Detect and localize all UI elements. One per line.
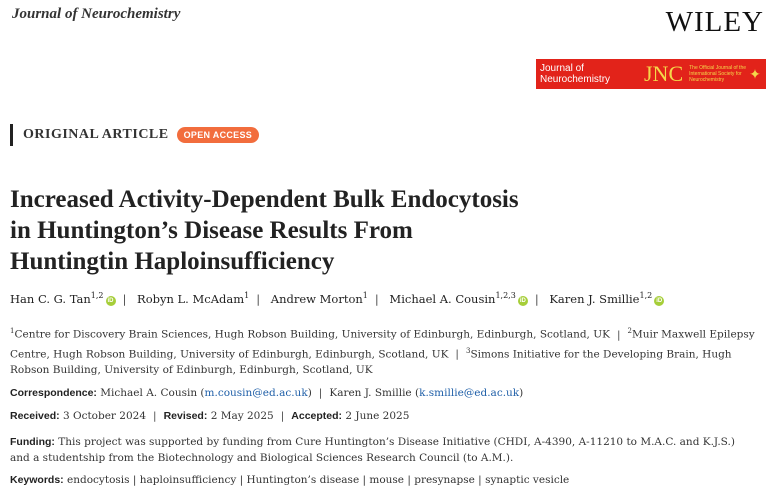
orcid-icon[interactable]: iD	[656, 297, 663, 304]
author-list	[10, 291, 664, 306]
funding-text: This project was supported by funding from Cure Huntington’s Disease Initiative (CHDI, A-4390, A-11210 to M.A.C. and K.J.S.) and a studentship from the Biotechnology and Biological Sciences Research Council (to A.M.).	[10, 436, 735, 464]
funding-label: Funding:	[10, 436, 55, 448]
orcid-icon[interactable]: iD	[107, 297, 114, 304]
publisher-logo: WILEY	[665, 6, 764, 38]
separator: |	[374, 291, 379, 306]
author-name[interactable]: Karen J. Smillie	[549, 291, 640, 306]
open-access-badge: OPEN ACCESS	[177, 127, 259, 143]
affil-num: 3	[465, 346, 471, 355]
affil-num: 2	[627, 327, 632, 335]
correspondence-label: Correspondence:	[10, 387, 97, 399]
keywords-label: Keywords:	[10, 474, 64, 486]
journal-title: Journal of Neurochemistry	[12, 6, 181, 22]
title-line: in Huntington’s Disease Results From	[10, 217, 413, 244]
title-line: Huntingtin Haploinsufficiency	[10, 248, 335, 275]
keywords-text: endocytosis | haploinsufficiency | Huntington’s disease | mouse | presynapse | synaptic vesicle	[67, 474, 570, 486]
corresponding-author: Michael A. Cousin	[100, 387, 198, 399]
revised-label: Revised:	[163, 410, 208, 422]
title-line: Increased Activity-Dependent Bulk Endocytosis	[10, 186, 519, 213]
correspondence: Correspondence: Michael A. Cousin (m.cousin@ed.ac.uk) | Karen J. Smillie (k.smillie@ed.ac.uk)	[10, 387, 524, 399]
journal-banner[interactable]	[536, 59, 766, 89]
article-type-bar	[10, 124, 259, 146]
separator: |	[318, 387, 323, 399]
author-name[interactable]: Han C. G. Tan	[10, 291, 91, 306]
banner-abbr: JNC	[644, 61, 684, 86]
author-affil-sup: 1,2,3	[495, 291, 516, 300]
article-dates	[10, 410, 409, 422]
star-icon: ✦	[749, 65, 761, 82]
corresponding-author: Karen J. Smillie	[329, 387, 412, 399]
banner-journal-name: Journal of Neurochemistry	[540, 63, 611, 85]
accepted-date: 2 June 2025	[345, 410, 410, 422]
orcid-icon[interactable]: iD	[519, 297, 526, 304]
separator: |	[256, 291, 261, 306]
author-affil-sup: 1	[244, 291, 250, 300]
article-title	[10, 184, 650, 277]
affiliation: Centre for Discovery Brain Sciences, Hugh Robson Building, University of Edinburgh, Edinburgh, Scotland, UK	[14, 328, 610, 341]
banner-subtitle: The Official Journal of the International Society for Neurochemistry	[689, 65, 747, 83]
affiliations	[10, 323, 755, 378]
received-date: 3 October 2024	[62, 410, 147, 422]
received-label: Received:	[10, 410, 60, 422]
author-name[interactable]: Andrew Morton	[270, 291, 363, 306]
separator: |	[616, 328, 621, 341]
funding	[10, 434, 750, 466]
affiliation: Simons Initiative for the Developing Brain, Hugh Robson Building, University of Edinburgh, Edinburgh, Scotland, UK	[10, 348, 732, 376]
separator: |	[455, 348, 459, 360]
accepted-label: Accepted:	[291, 410, 343, 422]
author-affil-sup: 1,2	[639, 291, 653, 300]
keywords	[10, 474, 569, 486]
separator: |	[280, 410, 285, 422]
author-affil-sup: 1	[362, 291, 368, 300]
author-affil-sup: 1,2	[90, 291, 104, 300]
separator: |	[122, 291, 127, 306]
revised-date: 2 May 2025	[210, 410, 274, 422]
separator: |	[153, 410, 157, 422]
email-link[interactable]: k.smillie@ed.ac.uk	[419, 387, 520, 399]
affiliation: Muir Maxwell Epilepsy Centre, Hugh Robson Building, University of Edinburgh, Edinburgh, Scotland, UK	[10, 328, 755, 360]
author-name[interactable]: Robyn L. McAdam	[137, 291, 245, 306]
separator: |	[534, 291, 539, 306]
email-link[interactable]: m.cousin@ed.ac.uk	[204, 387, 308, 399]
author-name[interactable]: Michael A. Cousin	[389, 291, 496, 306]
article-type: ORIGINAL ARTICLE	[23, 127, 169, 142]
affil-num: 1	[10, 327, 15, 335]
